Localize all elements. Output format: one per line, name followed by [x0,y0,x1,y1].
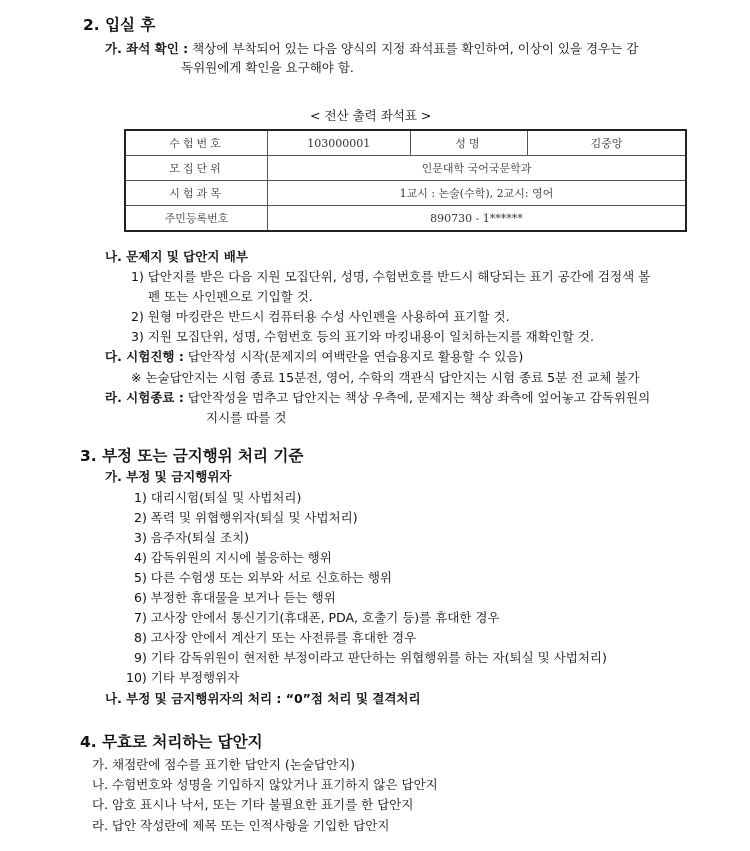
subject-label: 시험과목 [125,181,267,206]
exam-end-text-1: 답안작성을 멈추고 답안지는 책상 우측에, 문제지는 책상 좌측에 엎어놓고 감독위원의 [187,390,651,405]
exam-end-line [105,388,650,406]
table-caption: < 전산 출력 좌석표 > [310,108,432,123]
seat-check-text-1: 책상에 부착되어 있는 다음 양식의 지정 좌석표를 확인하여, 이상이 있을 경우는 감 [192,41,639,56]
exam-progress-label: 다. 시험진행 : [105,349,184,364]
section-2-title: 2. 입실 후 [83,16,156,34]
list-item: 4) 감독위원의 지시에 불응하는 행위 [134,550,332,565]
list-item: 9) 기타 감독위원이 현저한 부정이라고 판단하는 위협행위를 하는 자(퇴실 및 사법처리) [134,650,607,665]
recruit-unit-label: 모집단위 [125,156,267,181]
table-row [125,130,686,156]
name-value: 김중앙 [528,130,686,156]
exam-number-value: 103000001 [267,130,410,156]
seat-table [124,129,687,232]
exam-progress-note: ※ 논술답안지는 시험 종료 15분전, 영어, 수학의 객관식 답안지는 시험 종료 5분 전 교체 불가 [131,370,640,385]
name-label: 성명 [410,130,528,156]
list-item: 8) 고사장 안에서 계산기 또는 사전류를 휴대한 경우 [134,630,417,645]
section-4-title: 4. 무효로 처리하는 답안지 [80,733,263,751]
seat-check-label: 가. 좌석 확인 : [105,41,189,56]
section-3-title: 3. 부정 또는 금지행위 처리 기준 [80,447,304,465]
id-number-value: 890730 - 1****** [267,206,686,232]
invalid-item: 라. 답안 작성란에 제목 또는 인적사항을 기입한 답안지 [92,818,390,833]
list-item: 5) 다른 수험생 또는 외부와 서로 신호하는 행위 [134,570,392,585]
distribution-item-3: 3) 지원 모집단위, 성명, 수험번호 등의 표기와 마킹내용이 일치하는지를 재확인할 것. [131,329,594,344]
list-item: 2) 폭력 및 위협행위자(퇴실 및 사법처리) [134,510,358,525]
violator-title: 가. 부정 및 금지행위자 [105,469,232,484]
exam-progress-text: 답안작성 시작(문제지의 여백란을 연습용지로 활용할 수 있음) [187,349,524,364]
seat-check-line-1 [105,39,638,57]
id-number-label: 주민등록번호 [125,206,267,232]
violator-treatment: 나. 부정 및 금지행위자의 처리 : “0”점 처리 및 결격처리 [105,691,421,706]
list-item: 1) 대리시험(퇴실 및 사법처리) [134,490,302,505]
distribution-item-1-cont: 펜 또는 사인펜으로 기입할 것. [148,289,313,304]
exam-end-label: 라. 시험종료 : [105,390,184,405]
exam-number-label: 수험번호 [125,130,267,156]
exam-progress-line [105,347,523,365]
table-row [125,181,686,206]
list-item: 10) 기타 부정행위자 [126,670,240,685]
distribution-title: 나. 문제지 및 답안지 배부 [105,249,248,264]
table-row [125,156,686,181]
table-row [125,206,686,232]
list-item: 7) 고사장 안에서 통신기기(휴대폰, PDA, 호출기 등)를 휴대한 경우 [134,610,500,625]
seat-check-text-2: 독위원에게 확인을 요구해야 함. [181,60,354,75]
list-item: 3) 음주자(퇴실 조치) [134,530,250,545]
list-item: 6) 부정한 휴대물을 보거나 듣는 행위 [134,590,336,605]
distribution-item-2: 2) 원형 마킹란은 반드시 컴퓨터용 수성 사인펜을 사용하여 표기할 것. [131,309,510,324]
distribution-item-1: 1) 답안지를 받은 다음 지원 모집단위, 성명, 수험번호를 반드시 해당되는 표기 공간에 검정색 볼 [131,269,651,284]
recruit-unit-value: 인문대학 국어국문학과 [267,156,686,181]
exam-end-text-2: 지시를 따를 것 [206,410,287,425]
subject-value: 1교시 : 논술(수학), 2교시: 영어 [267,181,686,206]
invalid-item: 다. 암호 표시나 낙서, 또는 기타 불필요한 표기를 한 답안지 [92,797,414,812]
invalid-item: 가. 채점란에 점수를 표기한 답안지 (논술답안지) [92,757,356,772]
invalid-item: 나. 수험번호와 성명을 기입하지 않았거나 표기하지 않은 답안지 [92,777,438,792]
